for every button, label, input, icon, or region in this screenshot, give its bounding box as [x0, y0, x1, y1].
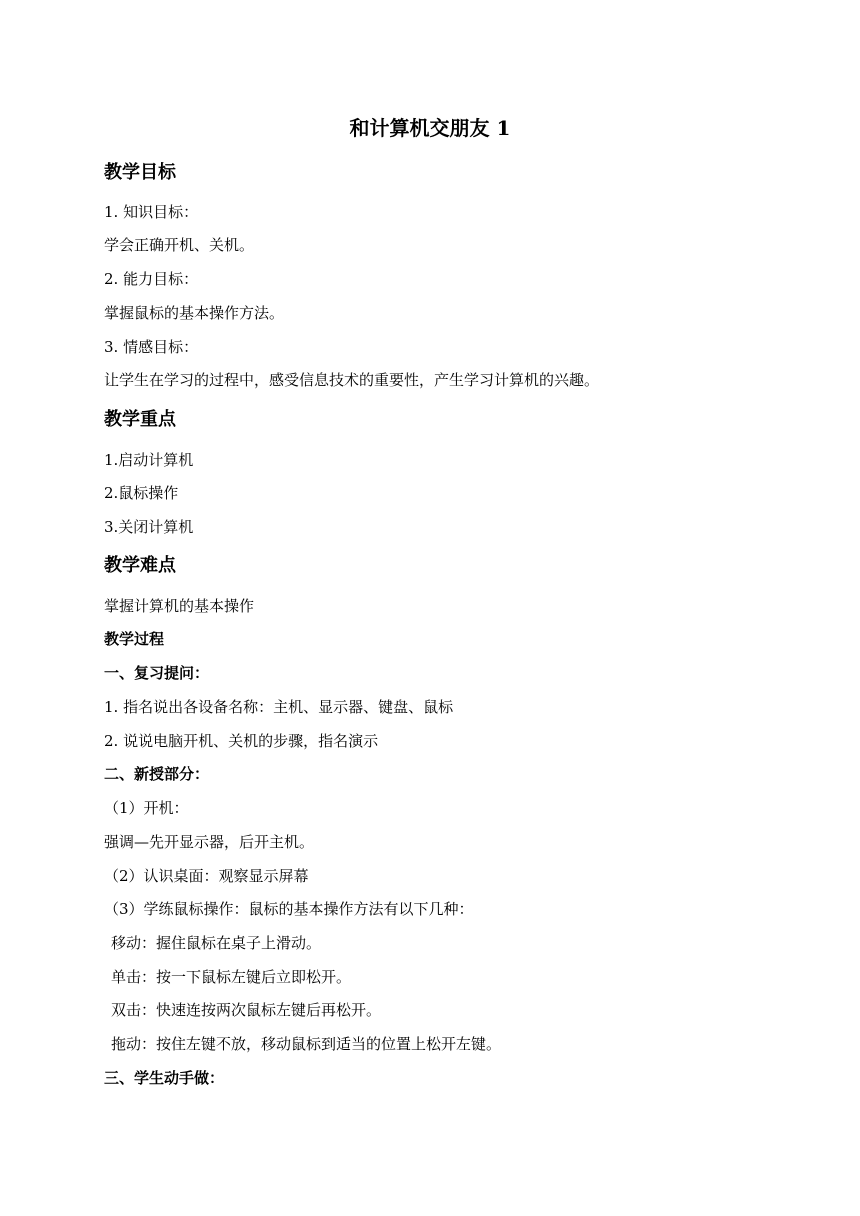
key-points-heading: 教学重点: [104, 409, 176, 430]
practice-heading: 三、学生动手做：: [104, 1069, 225, 1087]
key-point-item: 2.鼠标操作: [104, 484, 179, 502]
new-lesson-line: 强调—先开显示器，后开主机。: [104, 833, 315, 851]
new-lesson-line: （3）学练鼠标操作：鼠标的基本操作方法有以下几种：: [104, 900, 474, 918]
mouse-op-line: 拖动：按住左键不放，移动鼠标到适当的位置上松开左键。: [111, 1035, 502, 1053]
key-point-item: 1.启动计算机: [104, 451, 194, 469]
new-lesson-line: （2）认识桌面：观察显示屏幕: [104, 867, 309, 885]
knowledge-goal-label: 1. 知识目标：: [104, 203, 199, 221]
knowledge-goal-text: 学会正确开机、关机。: [104, 236, 255, 254]
mouse-op-line: 单击：按一下鼠标左键后立即松开。: [111, 968, 352, 986]
emotion-goal-text: 让学生在学习的过程中，感受信息技术的重要性，产生学习计算机的兴趣。: [104, 371, 600, 389]
mouse-op-line: 双击：快速连按两次鼠标左键后再松开。: [111, 1001, 382, 1019]
difficulty-heading: 教学难点: [104, 555, 176, 576]
ability-goal-label: 2. 能力目标：: [104, 270, 199, 288]
process-heading: 教学过程: [104, 630, 165, 648]
new-lesson-line: （1）开机：: [104, 799, 189, 817]
document-title: 和计算机交朋友 1: [349, 116, 511, 140]
review-item: 1. 指名说出各设备名称：主机、显示器、键盘、鼠标: [104, 698, 454, 716]
emotion-goal-label: 3. 情感目标：: [104, 338, 199, 356]
ability-goal-text: 掌握鼠标的基本操作方法。: [104, 304, 285, 322]
goals-heading: 教学目标: [104, 162, 176, 183]
new-lesson-heading: 二、新授部分：: [104, 765, 210, 783]
difficulty-text: 掌握计算机的基本操作: [104, 597, 255, 615]
key-point-item: 3.关闭计算机: [104, 518, 194, 536]
mouse-op-line: 移动：握住鼠标在桌子上滑动。: [111, 934, 322, 952]
review-heading: 一、复习提问：: [104, 664, 210, 682]
review-item: 2. 说说电脑开机、关机的步骤，指名演示: [104, 732, 379, 750]
